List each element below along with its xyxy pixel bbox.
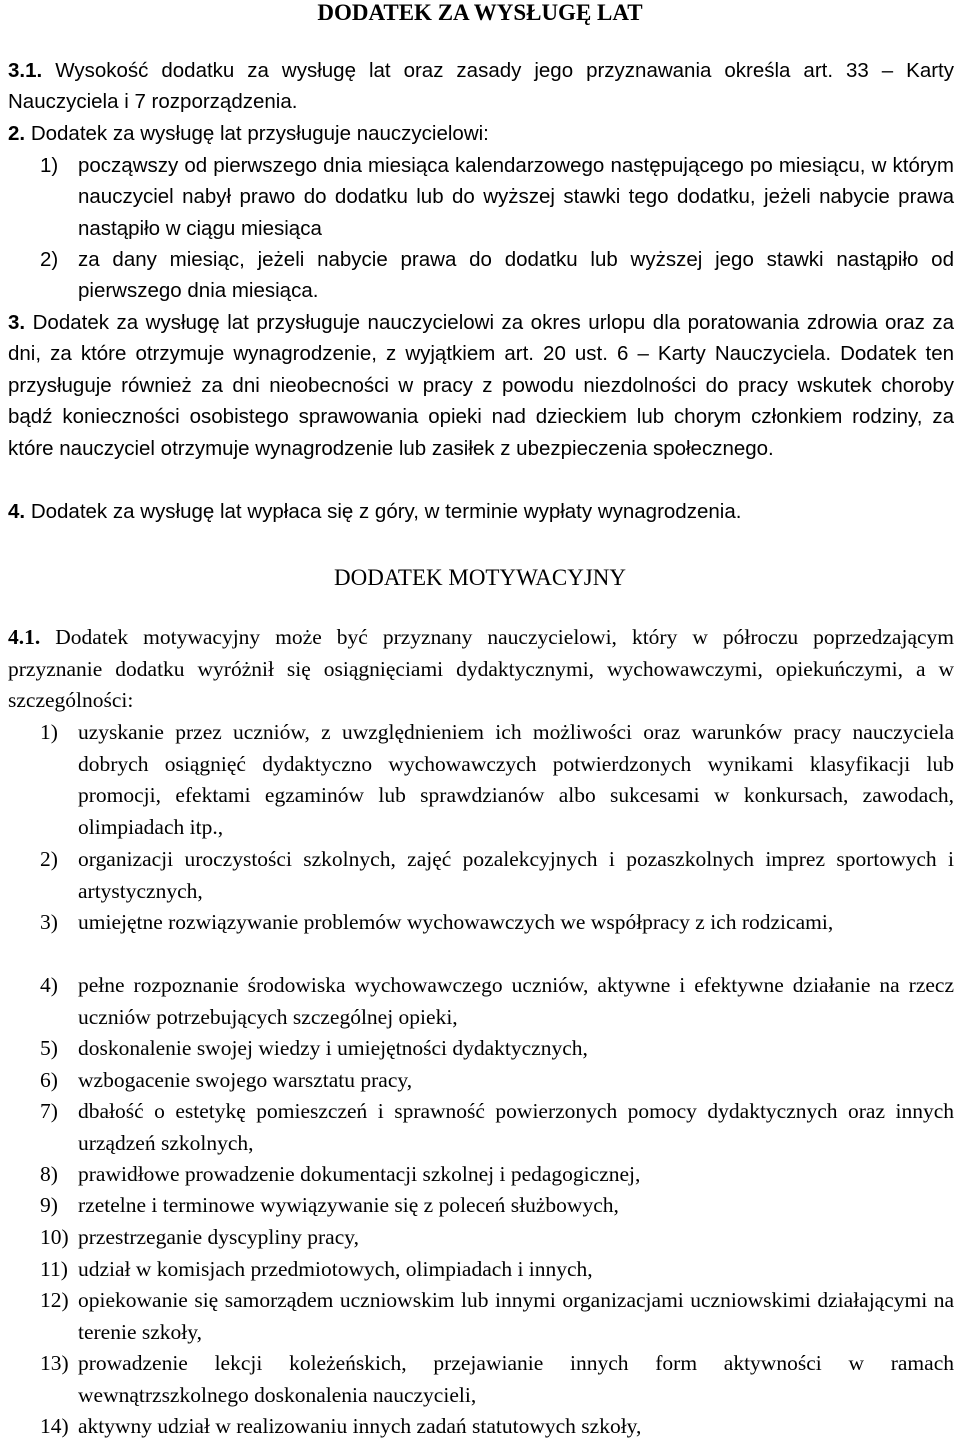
list-item-number: 5) xyxy=(40,1036,58,1060)
list-item-number: 2) xyxy=(40,847,58,871)
list-item-number: 9) xyxy=(40,1193,58,1217)
section-title-wyslugi: DODATEK ZA WYSŁUGĘ LAT xyxy=(317,0,643,25)
list-item-number: 3) xyxy=(40,910,58,934)
list-item-text: prawidłowe prowadzenie dokumentacji szkolnej i pedagogicznej, xyxy=(78,1162,641,1186)
list-item-text: uzyskanie przez uczniów, z uwzględnieniem ich możliwości oraz warunków pracy nauczyciela dobrych osiągnięć dydaktyczno wychowawczych potwierdzonych wynikami klasyfikacji lub promocji, efektami egzaminów lub sprawdzianów albo sukcesami w konkursach, zawodach, olimpiadach itp., xyxy=(78,720,954,840)
list-item-text: aktywny udział w realizowaniu innych zadań statutowych szkoły, xyxy=(78,1414,642,1438)
list-item xyxy=(8,244,954,307)
list-item xyxy=(8,1254,954,1286)
list-item-text: począwszy od pierwszego dnia miesiąca kalendarzowego następującego po miesiącu, w którym nauczyciel nabył prawo do dodatku lub do wyższej stawki tego dodatku, jeżeli nabycie prawa nastąpiło w ciągu miesiąca xyxy=(78,154,954,240)
list-item-text: doskonalenie swojej wiedzy i umiejętności dydaktycznych, xyxy=(78,1036,588,1060)
list-item-text: rzetelne i terminowe wywiązywanie się z poleceń służbowych, xyxy=(78,1193,619,1217)
list-item-number: 6) xyxy=(40,1068,58,1092)
paragraph-number: 4.1. xyxy=(8,625,41,649)
list-item-number: 11) xyxy=(40,1257,68,1281)
list-item xyxy=(8,1190,954,1222)
list-item xyxy=(8,1096,954,1159)
list-item-number: 4) xyxy=(40,973,58,997)
list-item-number: 14) xyxy=(40,1414,69,1438)
list-item xyxy=(8,1285,954,1348)
section-title-motywacyjny: DODATEK MOTYWACYJNY xyxy=(334,565,626,590)
list-item-text: opiekowanie się samorządem uczniowskim lub innymi organizacjami uczniowskimi działającymi na terenie szkoły, xyxy=(78,1288,954,1344)
paragraph-3-1 xyxy=(8,55,954,118)
paragraph-number: 4. xyxy=(8,500,26,523)
list-item xyxy=(8,717,954,844)
paragraph-text: Dodatek za wysługę lat przysługuje nauczycielowi: xyxy=(30,122,489,145)
list-item-number: 2) xyxy=(40,248,59,271)
paragraph-number: 2. xyxy=(8,122,26,145)
paragraph-4 xyxy=(8,496,954,527)
list-item-text: organizacji uroczystości szkolnych, zajęć pozalekcyjnych i pozaszkolnych imprez sportowych i artystycznych, xyxy=(78,847,954,903)
list-item xyxy=(8,907,954,939)
paragraph-text: Dodatek motywacyjny może być przyznany nauczycielowi, który w półroczu poprzedzającym przyznanie dodatku wyróżnił się osiągnięciami dydaktycznymi, wychowawczymi, opiekuńczymi, a w szczególności: xyxy=(8,625,954,713)
list-item xyxy=(8,1033,954,1065)
list-item xyxy=(8,844,954,907)
list-item-number: 1) xyxy=(40,720,58,744)
list-item xyxy=(8,1348,954,1411)
paragraph-number: 3.1. xyxy=(8,59,43,82)
list-item-text: przestrzeganie dyscypliny pracy, xyxy=(78,1225,359,1249)
paragraph-text: Wysokość dodatku za wysługę lat oraz zasady jego przyznawania określa art. 33 – Karty Nauczyciela i 7 rozporządzenia. xyxy=(8,59,955,114)
list-item xyxy=(8,1222,954,1254)
list-item-text: wzbogacenie swojego warsztatu pracy, xyxy=(78,1068,413,1092)
list-item-number: 7) xyxy=(40,1099,58,1123)
paragraph-3 xyxy=(8,307,954,464)
list-item xyxy=(8,150,954,244)
list-item-text: udział w komisjach przedmiotowych, olimpiadach i innych, xyxy=(78,1257,593,1281)
paragraph-number: 3. xyxy=(8,311,26,334)
list-item-number: 8) xyxy=(40,1162,58,1186)
list-item-text: umiejętne rozwiązywanie problemów wychowawczych we współpracy z ich rodzicami, xyxy=(78,910,834,934)
paragraph-text: Dodatek za wysługę lat przysługuje nauczycielowi za okres urlopu dla poratowania zdrowia oraz za dni, za które otrzymuje wynagrodzenie, z wyjątkiem art. 20 ust. 6 – Karty Nauczyciela. Dodatek ten przysługuje również za dni nieobecności w pracy z powodu niezdolności do pracy wskutek choroby bądź konieczności osobistego sprawowania opieki nad dzieckiem lub chorym członkiem rodziny, za które nauczyciel otrzymuje wynagrodzenie lub zasiłek z ubezpieczenia społecznego. xyxy=(8,311,955,460)
list-item xyxy=(8,1159,954,1191)
paragraph-text: Dodatek za wysługę lat wypłaca się z góry, w terminie wypłaty wynagrodzenia. xyxy=(30,500,742,523)
list-item xyxy=(8,970,954,1033)
list-item-number: 10) xyxy=(40,1225,69,1249)
paragraph-4-1 xyxy=(8,622,954,717)
list-item-text: prowadzenie lekcji koleżeńskich, przejawianie innych form aktywności w ramach wewnątrzszkolnego doskonalenia nauczycieli, xyxy=(78,1351,954,1407)
list-item-text: pełne rozpoznanie środowiska wychowawczego uczniów, aktywne i efektywne działanie na rzecz uczniów potrzebujących szczególnej opieki, xyxy=(78,973,954,1029)
list-item-text: dbałość o estetykę pomieszczeń i sprawność powierzonych pomocy dydaktycznych oraz innych urządzeń szkolnych, xyxy=(78,1099,954,1155)
paragraph-2 xyxy=(8,118,954,149)
list-item-number: 1) xyxy=(40,154,59,177)
list-item xyxy=(8,1411,954,1443)
list-item-text: za dany miesiąc, jeżeli nabycie prawa do dodatku lub wyższej jego stawki nastąpiło od pierwszego dnia miesiąca. xyxy=(78,248,954,303)
list-item xyxy=(8,1065,954,1097)
list-item-number: 13) xyxy=(40,1351,69,1375)
list-item-number: 12) xyxy=(40,1288,69,1312)
